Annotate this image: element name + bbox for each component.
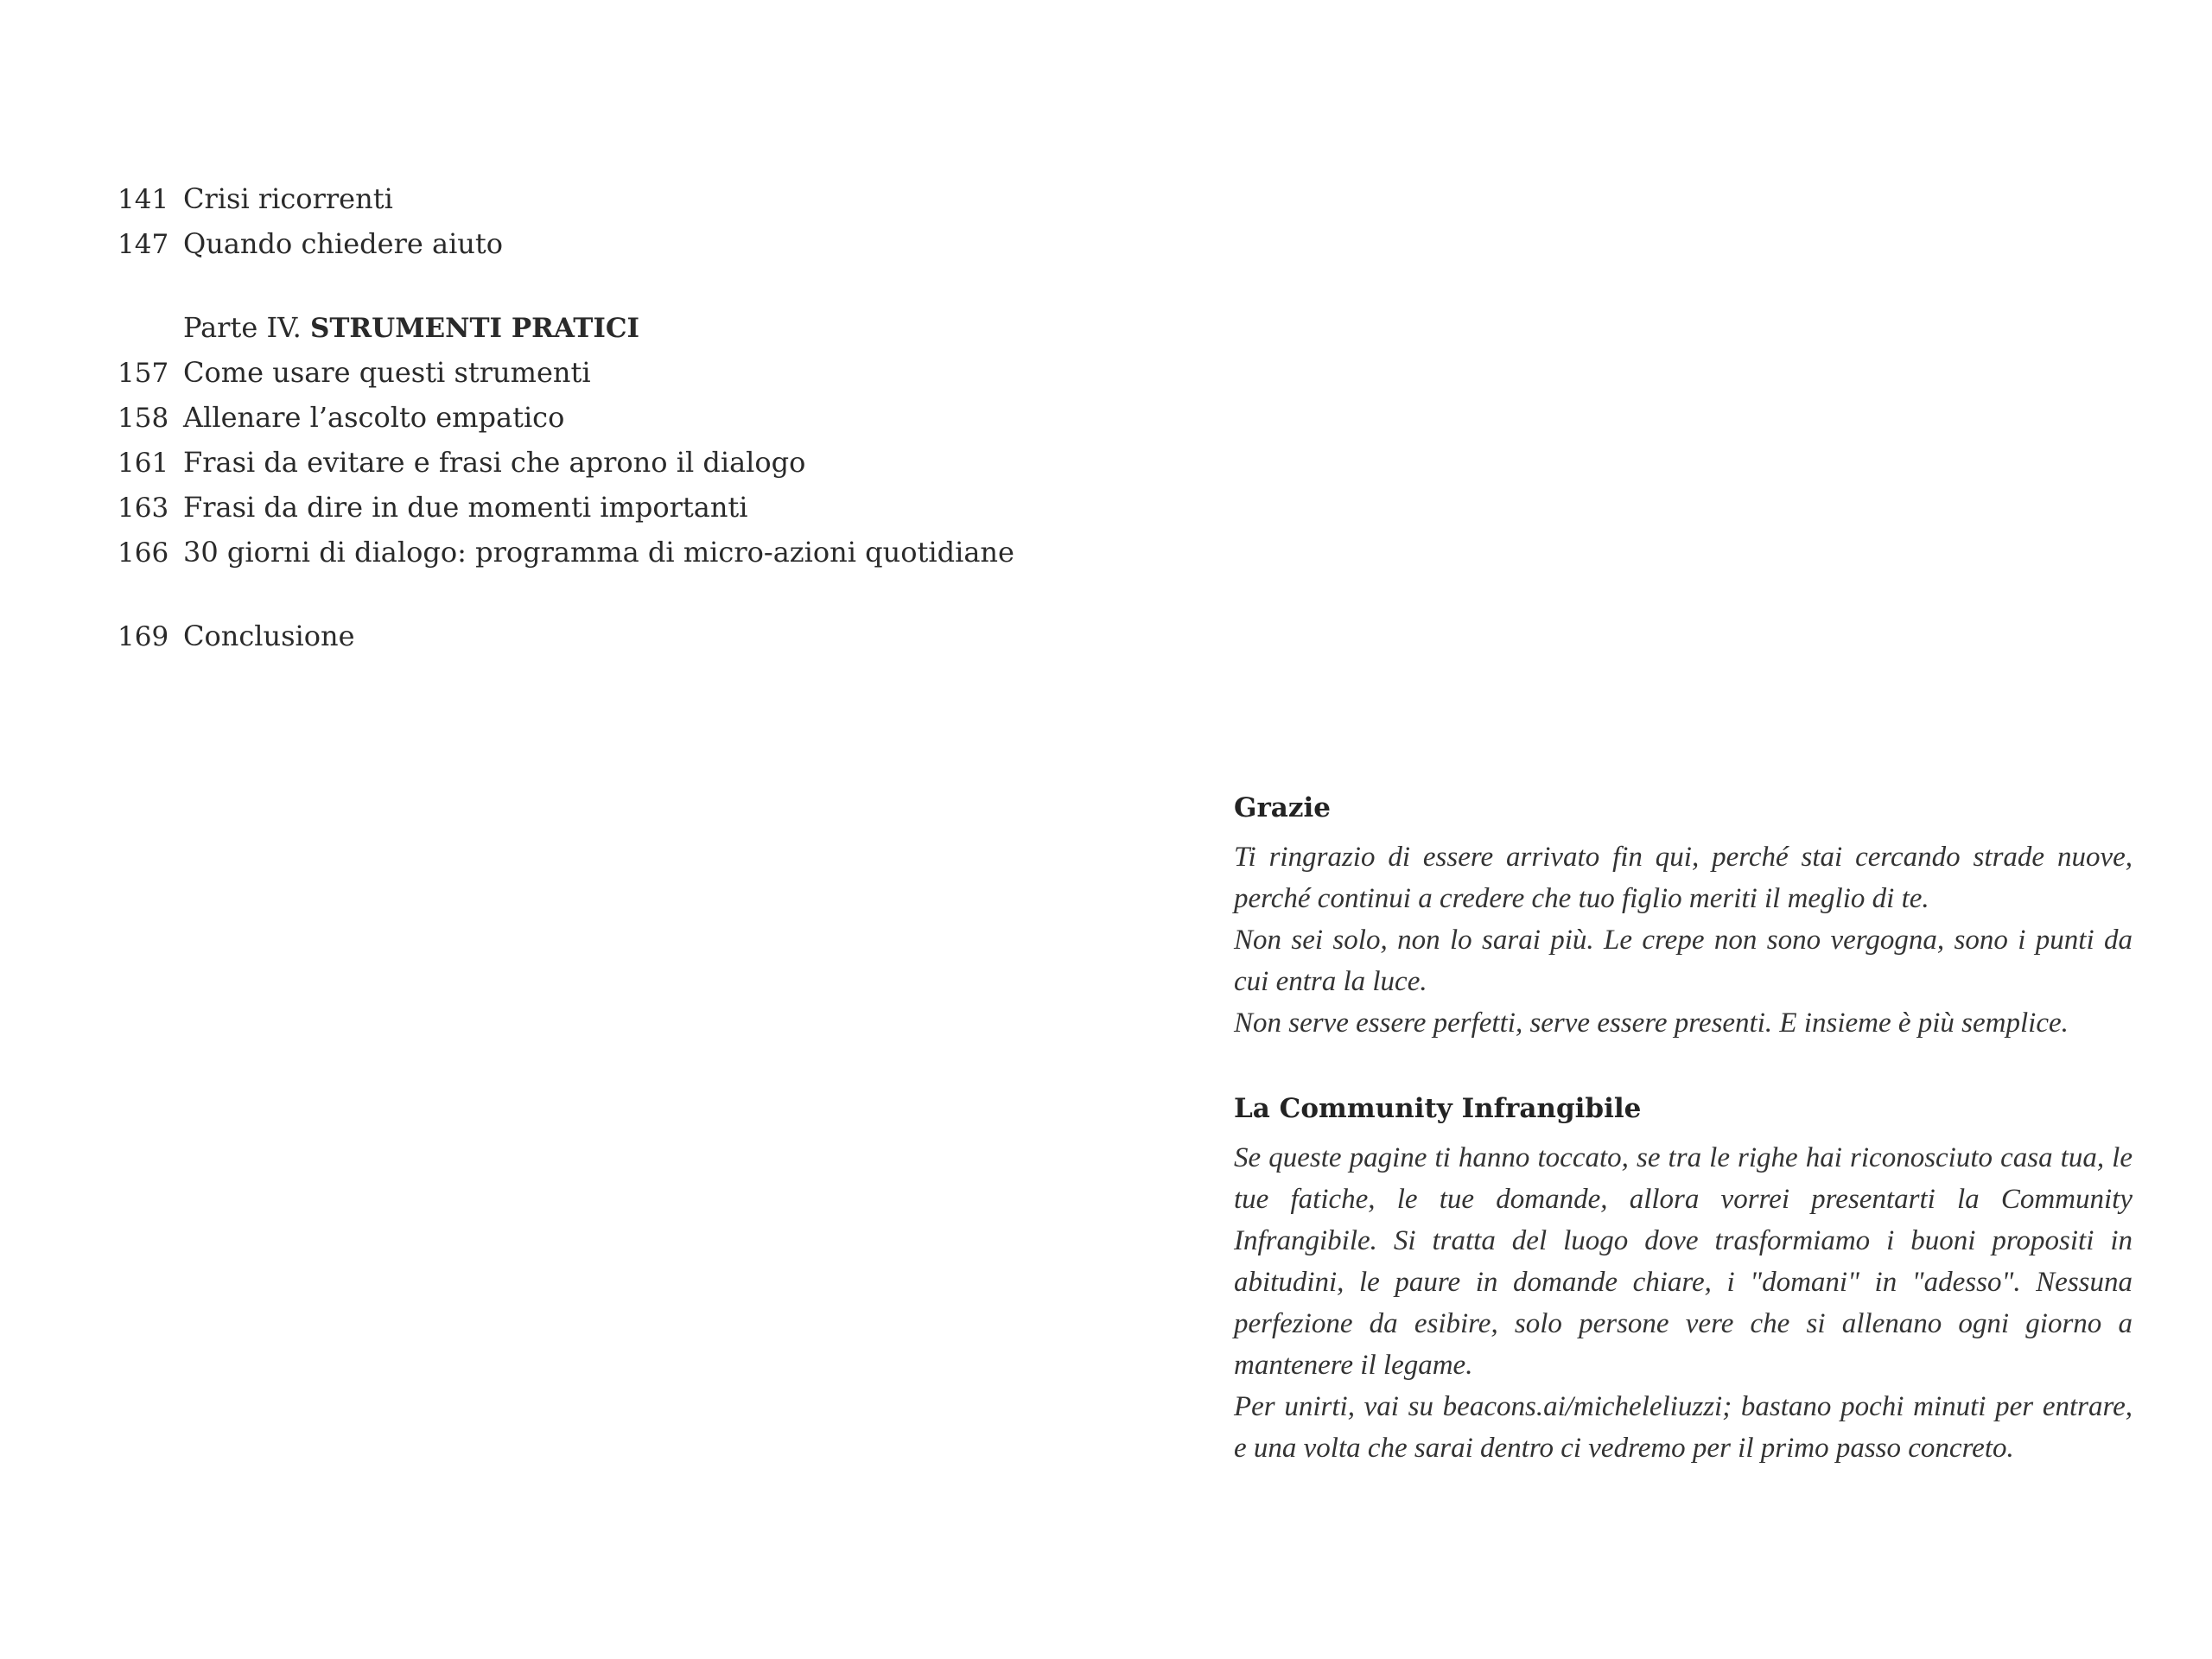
toc-page-number: 166 [118,537,169,569]
toc-entry [118,177,1085,222]
toc-entry-title: Conclusione [183,620,355,652]
toc-entry [118,531,1085,575]
toc-page-number: 161 [118,448,169,479]
toc-entry-title: Quando chiedere aiuto [183,227,504,260]
toc-page-number: 141 [118,184,169,215]
toc-entry-title: Frasi da dire in due momenti importanti [183,491,748,524]
thanks-section [1234,788,2133,1044]
thanks-paragraph: Ti ringrazio di essere arrivato fin qui, perché stai cercando strade nuove, perché continui a credere che tuo figlio meriti il meglio di te. [1234,842,2133,914]
thanks-heading: Grazie [1234,792,1331,823]
part-title: STRUMENTI PRATICI [309,313,640,344]
toc-entry-title: 30 giorni di dialogo: programma di micro-azioni quotidiane [183,536,1014,569]
toc-entry-title: Crisi ricorrenti [183,182,393,215]
closing-section [1234,788,2133,1469]
right-page [1106,0,2212,1659]
toc-page-number: 169 [118,621,169,652]
community-paragraph: Per unirti, vai su beacons.ai/micheleliuzzi; bastano pochi minuti per entrare, e una volta che sarai dentro ci vedremo per il primo passo concreto. [1234,1391,2133,1464]
community-heading: La Community Infrangibile [1234,1093,1642,1124]
toc-page-number: 147 [118,229,169,260]
part-prefix: Parte IV. [183,311,302,344]
thanks-body [1234,836,2133,1044]
toc-entry [118,396,1085,441]
community-paragraph: Se queste pagine ti hanno toccato, se tra le righe hai riconosciuto casa tua, le tue fatiche, le tue domande, allora vorrei presentarti la Community Infrangibile. Si tratta del luogo dove trasformiamo i buoni propositi in abitudini, le paure in domande chiare, i "domani" in "adesso". Nessuna perfezione da esibire, solo persone vere che si allenano ogni giorno a mantenere il legame. [1234,1142,2133,1381]
table-of-contents [118,177,1085,659]
community-section [1234,1089,2133,1469]
toc-entry [118,486,1085,531]
toc-entry-conclusion [118,614,1085,659]
thanks-paragraph: Non serve essere perfetti, serve essere presenti. E insieme è più semplice. [1234,1007,2069,1039]
toc-page-number: 157 [118,358,169,389]
toc-entry [118,441,1085,486]
toc-entry [118,222,1085,267]
toc-entry-title: Come usare questi strumenti [183,356,591,389]
thanks-paragraph: Non sei solo, non lo sarai più. Le crepe non sono vergogna, sono i punti da cui entra la luce. [1234,925,2133,997]
toc-entry-title: Frasi da evitare e frasi che aprono il dialogo [183,446,806,479]
community-body [1234,1137,2133,1469]
toc-page-number: 158 [118,403,169,434]
toc-entry [118,351,1085,396]
toc-page-number: 163 [118,493,169,524]
toc-entry-title: Allenare l’ascolto empatico [183,401,565,434]
toc-part-heading [118,306,1085,351]
